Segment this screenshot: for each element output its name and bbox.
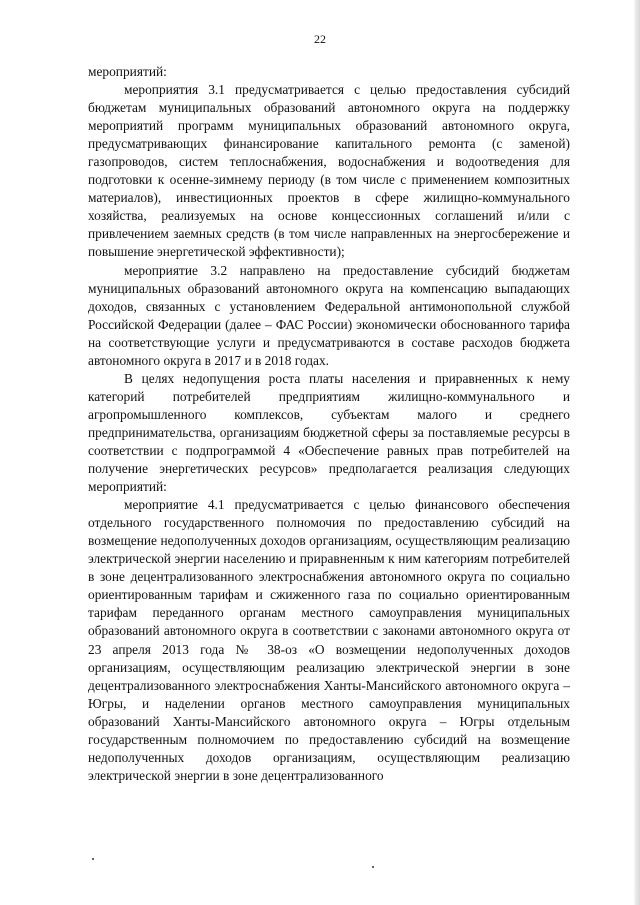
paragraph-4: В целях недопущения роста платы населения и приравненных к нему категорий потребителей предприятиям жилищно-коммунального и агропромышленного комплексов, субъектам малого и среднего предпринимательства, организациям бюджетной сферы за поставляемые ресурсы в соответствии с подпрограммой 4 «Обеспечение равных прав потребителей на получение энергетических ресурсов» предполагается реализация следующих мероприятий: xyxy=(88,370,570,495)
paragraph-3: мероприятие 3.2 направлено на предоставление субсидий бюджетам муниципальных образований автономного округа на компенсацию выпадающих доходов, связанных с установлением Федеральной антимонопольной службой Российской Федерации (далее – ФАС России) экономически обоснованного тарифа на соответствующие услуги и предусматриваются в составе расходов бюджета автономного округа в 2017 и в 2018 годах. xyxy=(88,262,570,368)
scan-speck xyxy=(372,866,374,868)
paragraph-1: мероприятий: xyxy=(88,64,167,79)
page-number: 22 xyxy=(314,32,326,46)
scan-speck xyxy=(92,858,94,860)
paragraph-5: мероприятие 4.1 предусматривается с целью финансового обеспечения отдельного государственного полномочия по предоставлению субсидий на возмещение недополученных доходов организациям, осуществляющим реализацию электрической энергии населению и приравненным к ним категориям потребителей в зоне децентрализованного электроснабжения автономного округа по социально ориентированным тарифам и сжиженного газа по социально ориентированным тарифам переданного органам местного самоуправления муниципальных образований автономного округа в соответствии с законами автономного округа от 23 апреля 2013 года № 38-оз «О возмещении недополученных доходов организациям, осуществляющим реализацию электрической энергии в зоне децентрализованного электроснабжения Ханты-Мансийского автономного округа – Югры, и наделении органов местного самоуправления муниципальных образований Ханты-Мансийского автономного округа – Югры отдельным государственным полномочием по предоставлению субсидий на возмещение недополученных доходов организациям, осуществляющим реализацию электрической энергии в зоне децентрализованного xyxy=(88,497,570,783)
scan-edge xyxy=(634,0,640,905)
paragraph-2: мероприятия 3.1 предусматривается с целью предоставления субсидий бюджетам муниципальных образований автономного округа на поддержку мероприятий программ муниципальных образований автономного округа, предусматривающих финансирование капитального ремонта (с заменой) газопроводов, систем теплоснабжения, водоснабжения и водоотведения для подготовки к осенне-зимнему периоду (в том числе с применением композитных материалов), инвестиционных проектов в сфере жилищно-коммунального хозяйства, реализуемых на основе концессионных соглашений и/или с привлечением заемных средств (в том числе направленных на энергосбережение и повышение энергетической эффективности); xyxy=(88,82,570,260)
document-body xyxy=(88,63,570,785)
